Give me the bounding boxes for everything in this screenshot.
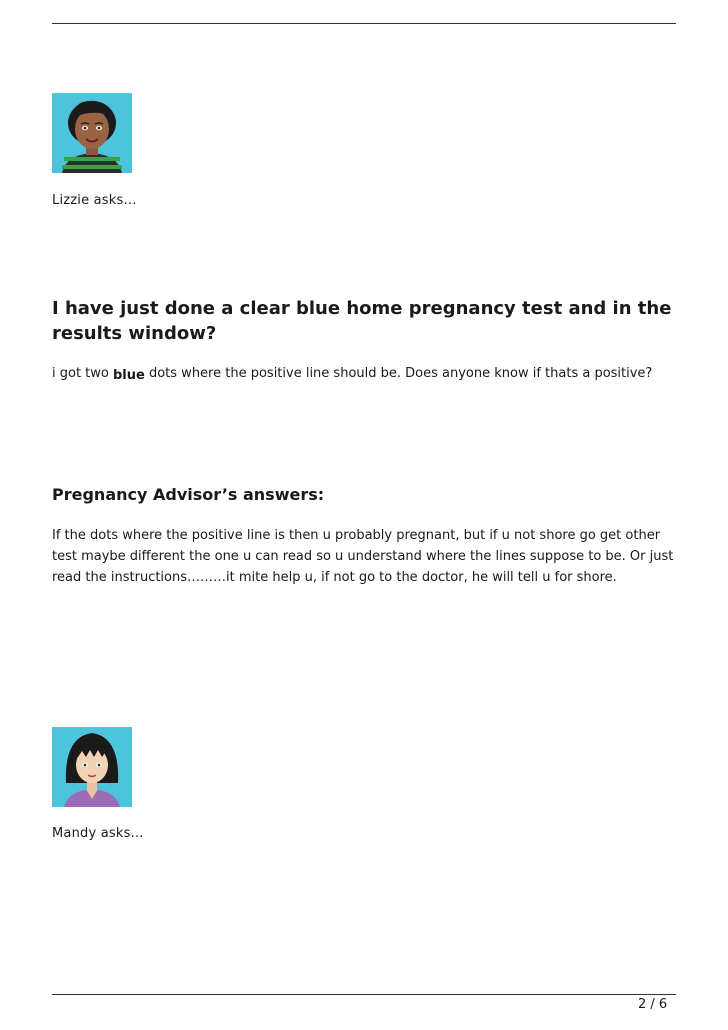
question-body-keyword: blue: [113, 368, 145, 383]
question-body-before: i got two: [52, 366, 113, 381]
mandy-asker-label: Mandy asks…: [52, 826, 144, 841]
top-rule: [52, 23, 676, 24]
answers-heading: Pregnancy Advisor’s answers:: [52, 485, 325, 504]
answer-body: If the dots where the positive line is then u probably pregnant, but if u not shore go get other test maybe different the one u can read so u understand where the lines suppose to be. Or just read the instructions………it mite help u, if not go to the doctor, he will tell u for shore.: [52, 528, 674, 585]
mandy-avatar: [52, 727, 132, 807]
question-body-after: dots where the positive line should be. Does anyone know if thats a positive?: [144, 366, 653, 381]
lizzie-asker-label: Lizzie asks…: [52, 193, 137, 208]
question-title: I have just done a clear blue home pregnancy test and in the results window?: [52, 298, 672, 344]
page-number: 2 / 6: [638, 997, 668, 1012]
bottom-rule: [52, 994, 676, 995]
question-body: [52, 365, 692, 382]
lizzie-avatar: [52, 93, 132, 173]
